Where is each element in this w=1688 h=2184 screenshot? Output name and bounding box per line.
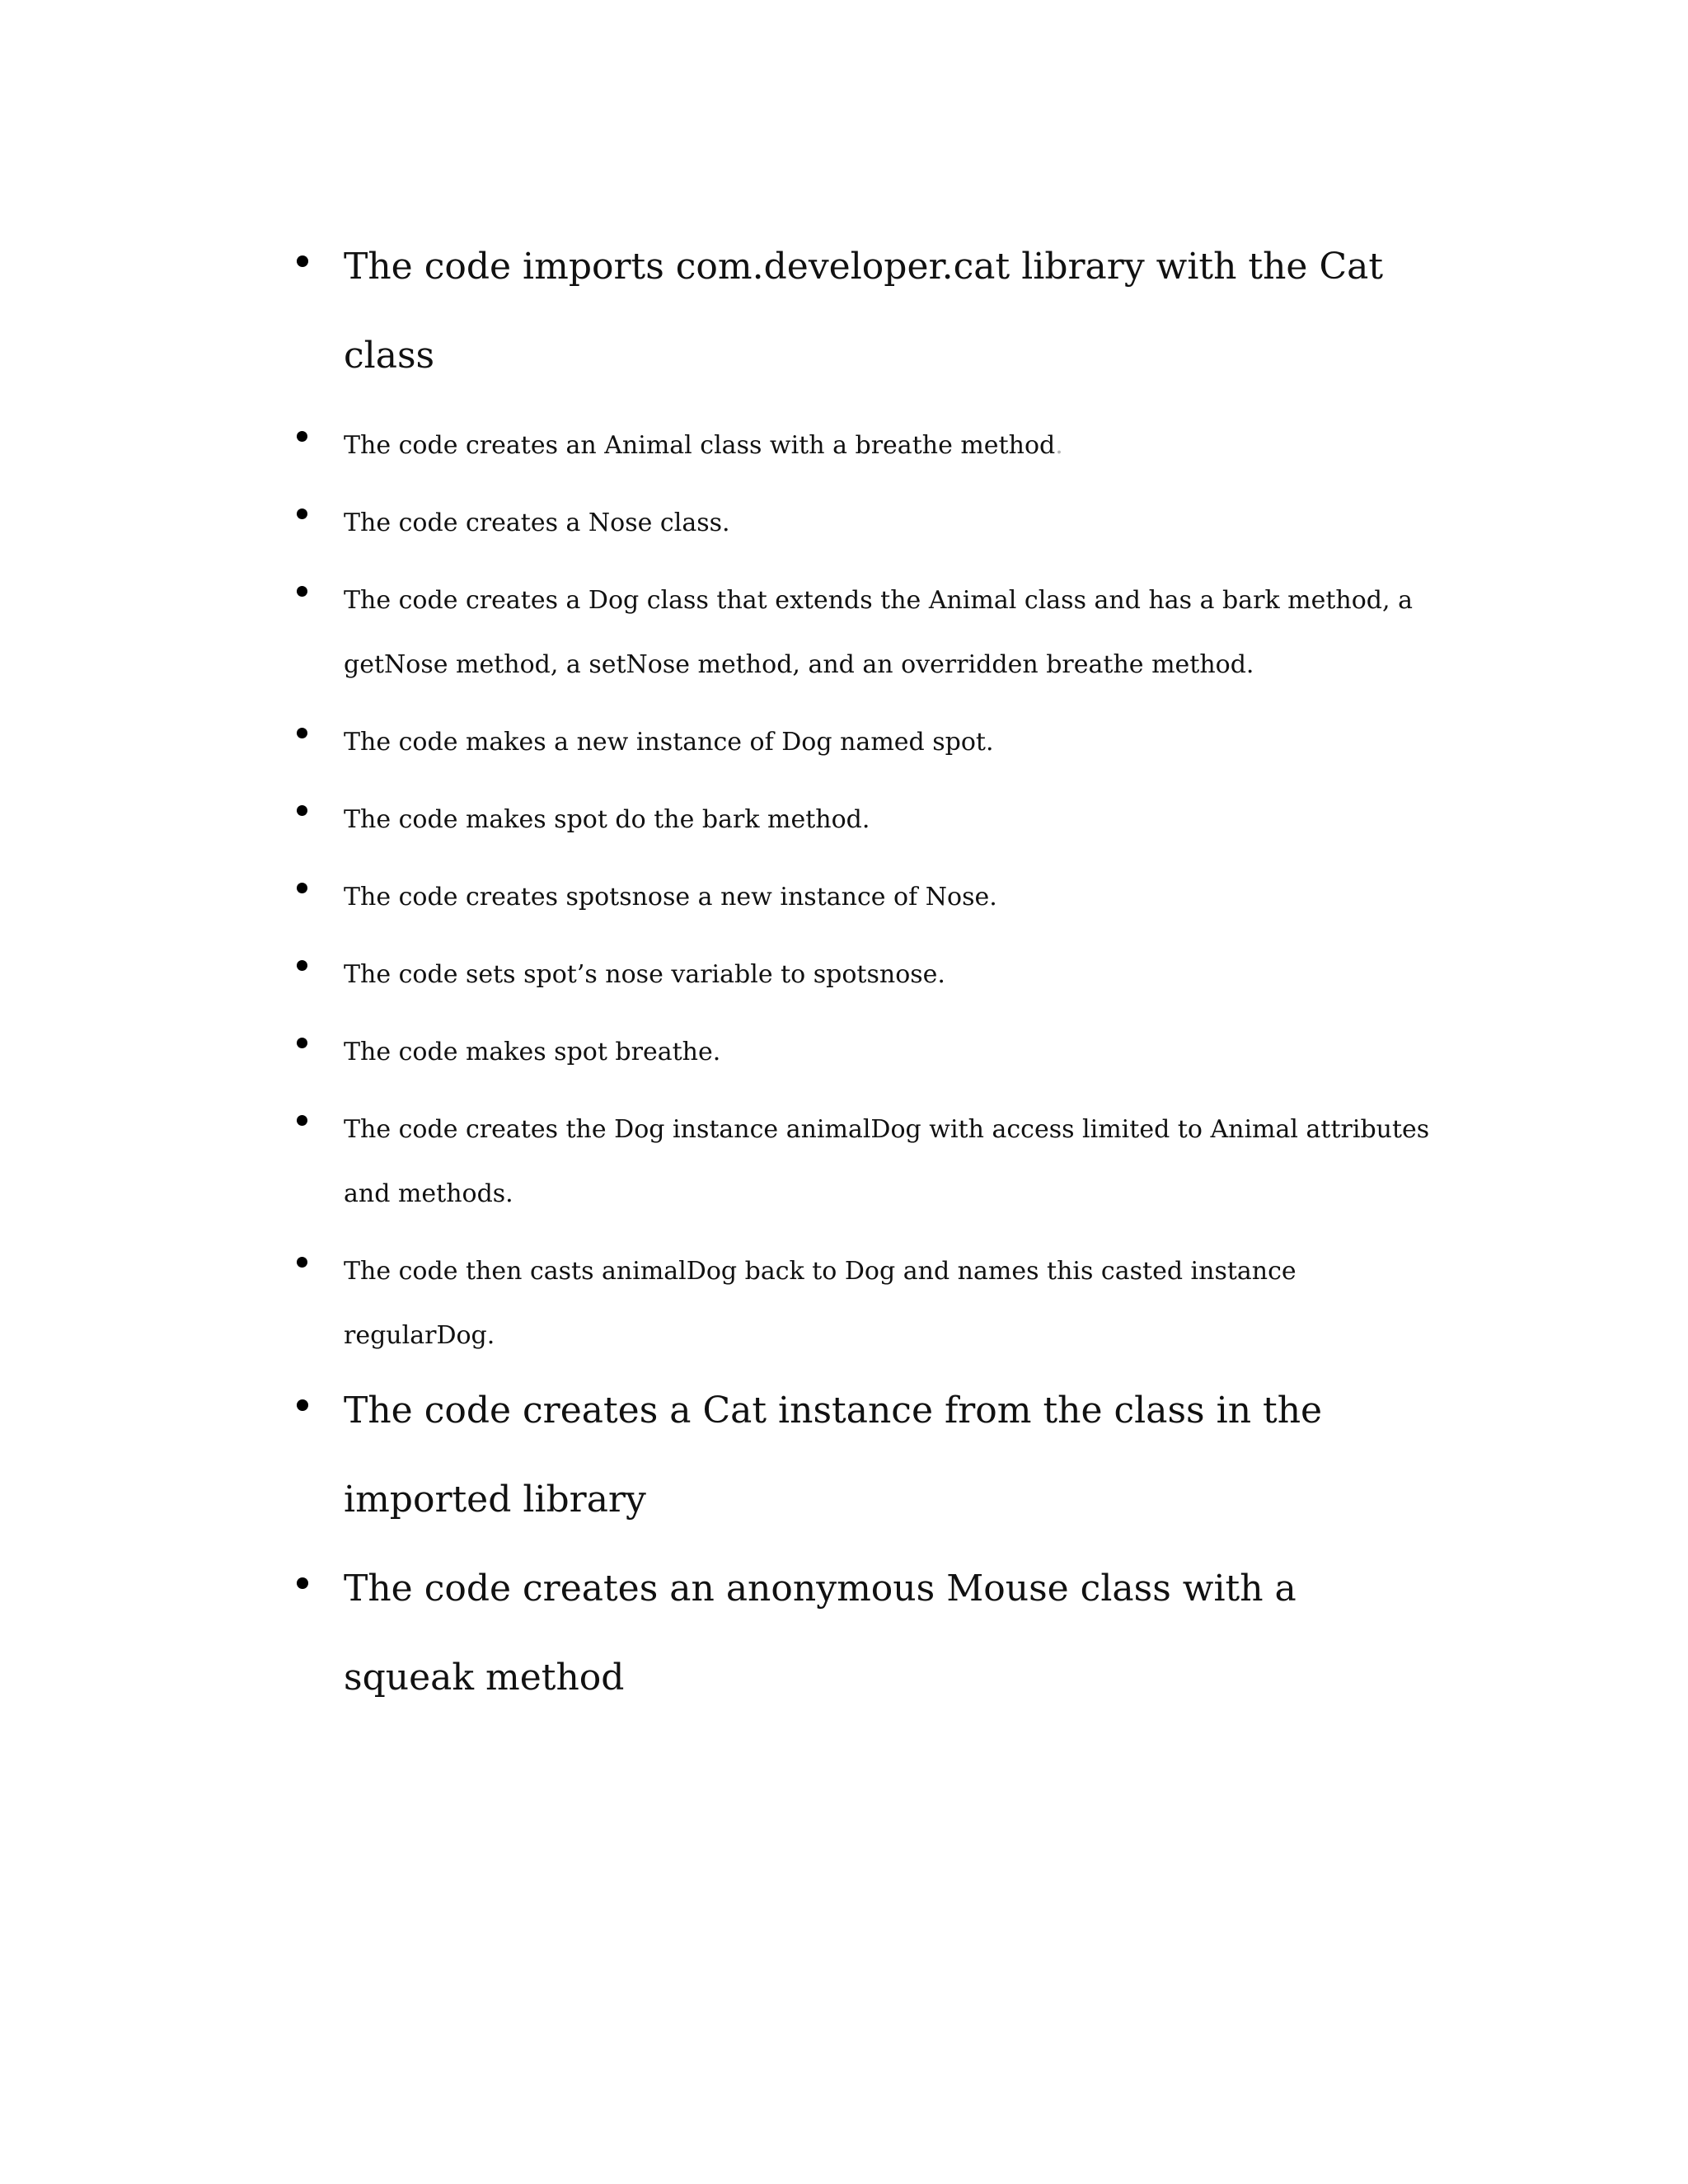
list-item	[297, 943, 1434, 1007]
bullet-dot	[297, 586, 307, 597]
list-item-text: The code creates spotsnose a new instance of Nose.	[344, 883, 997, 912]
bullet-dot	[297, 728, 307, 738]
list-item	[297, 223, 1434, 401]
bullet-dot	[297, 1115, 307, 1126]
list-item-text	[344, 414, 1434, 478]
list-item-text: The code creates a Dog class that extends the Animal class and has a bark method, a getNose method, a setNose method, and an overridden breathe method.	[344, 586, 1413, 679]
list-item-text-main: The code creates an Animal class with a breathe method	[344, 431, 1056, 460]
list-item	[297, 491, 1434, 555]
list-item-text: The code creates the Dog instance animalDog with access limited to Animal attributes and methods.	[344, 1115, 1430, 1208]
bullet-dot	[297, 1257, 307, 1268]
bullet-dot	[297, 255, 308, 267]
bullet-dot	[297, 1577, 308, 1589]
list-item-text: The code then casts animalDog back to Dog and names this casted instance regularDog.	[344, 1257, 1296, 1350]
list-item-text: The code makes spot do the bark method.	[344, 805, 870, 834]
list-item	[297, 414, 1434, 478]
list-item-text: The code makes spot breathe.	[344, 1038, 721, 1066]
faint-period: .	[1055, 431, 1063, 460]
bullet-list	[297, 223, 1434, 1722]
list-item	[297, 1366, 1434, 1544]
list-item	[297, 788, 1434, 852]
bullet-dot	[297, 960, 307, 971]
list-item-text: The code creates a Cat instance from the class in the imported library	[344, 1390, 1323, 1521]
list-item-text: The code imports com.developer.cat library with the Cat class	[344, 246, 1384, 377]
list-item	[297, 1544, 1434, 1722]
bullet-dot	[297, 1038, 307, 1048]
bullet-dot	[297, 1399, 308, 1411]
list-item	[297, 1240, 1434, 1368]
bullet-dot	[297, 805, 307, 816]
list-item	[297, 569, 1434, 697]
list-item-text: The code creates an anonymous Mouse class with a squeak method	[344, 1568, 1296, 1699]
list-item	[297, 710, 1434, 775]
list-item-text: The code creates a Nose class.	[344, 509, 730, 537]
bullet-dot	[297, 431, 307, 442]
list-item-text: The code sets spot’s nose variable to spotsnose.	[344, 960, 945, 989]
list-item-text: The code makes a new instance of Dog named spot.	[344, 728, 994, 757]
list-item	[297, 1098, 1434, 1226]
bullet-dot	[297, 883, 307, 893]
list-item	[297, 1020, 1434, 1085]
bullet-dot	[297, 509, 307, 519]
list-item	[297, 865, 1434, 930]
